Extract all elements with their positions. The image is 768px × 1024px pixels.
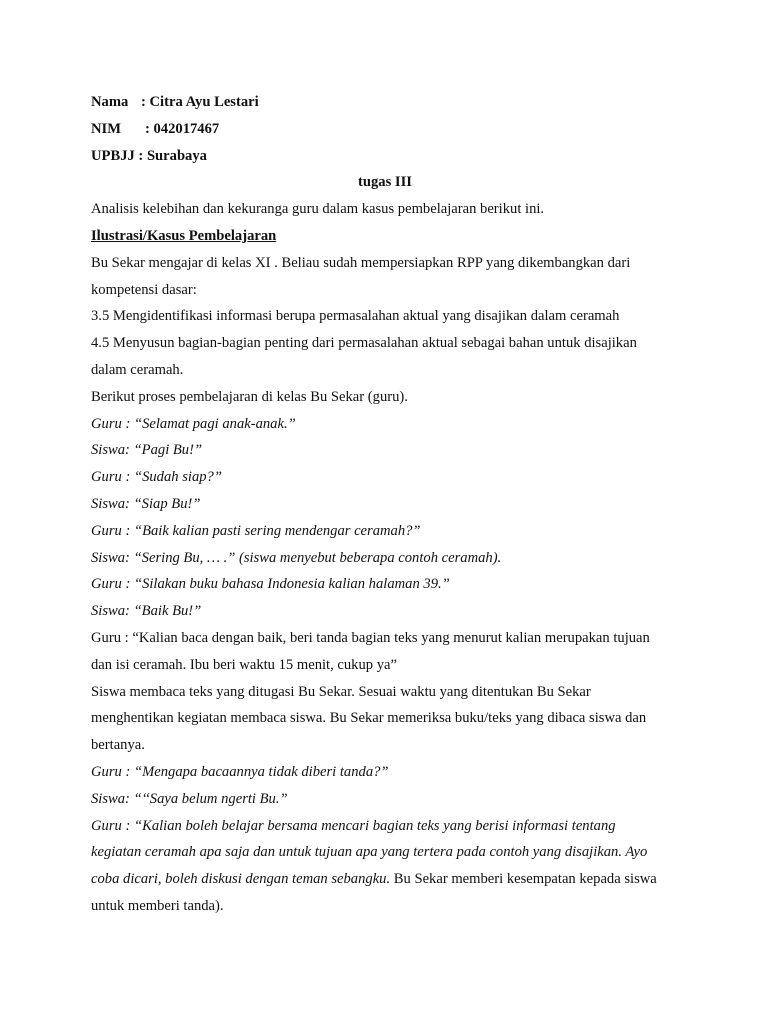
nim-line: [91, 116, 691, 143]
dialog-line: Siswa: “Siap Bu!”: [91, 495, 201, 512]
upbjj-line: UPBJJ : Surabaya: [91, 147, 207, 164]
paragraph-line: bertanya.: [91, 737, 145, 754]
dialog-line: [91, 866, 691, 893]
document-content: [91, 89, 691, 920]
document-title: tugas III: [358, 174, 412, 191]
paragraph-line: untuk memberi tanda).: [91, 897, 224, 914]
nim-label: NIM: [91, 120, 121, 137]
dialog-line: Siswa: “Pagi Bu!”: [91, 442, 203, 459]
paragraph-line: dalam ceramah.: [91, 361, 184, 378]
paragraph-line: menghentikan kegiatan membaca siswa. Bu Sekar memeriksa buku/teks yang dibaca siswa dan: [91, 710, 647, 727]
nama-value: : Citra Ayu Lestari: [141, 94, 259, 110]
paragraph-line: Siswa membaca teks yang ditugasi Bu Sekar. Sesuai waktu yang ditentukan Bu Sekar: [91, 683, 591, 700]
narration-part: Bu Sekar memberi kesempatan kepada siswa: [390, 871, 657, 888]
paragraph-line: Berikut proses pembelajaran di kelas Bu Sekar (guru).: [91, 388, 408, 405]
dialog-line: Siswa: “Sering Bu, … .” (siswa menyebut beberapa contoh ceramah).: [91, 549, 502, 566]
dialog-italic-part: coba dicari, boleh diskusi dengan teman sebangku.: [91, 871, 391, 888]
section-heading-text: Ilustrasi/Kasus Pembelajaran: [91, 227, 277, 244]
dialog-line: Siswa: “‘‘Saya belum ngerti Bu.”: [91, 790, 288, 807]
paragraph-line: Bu Sekar mengajar di kelas XI . Beliau sudah mempersiapkan RPP yang dikembangkan dari: [91, 254, 631, 271]
paragraph-line: 4.5 Menyusun bagian-bagian penting dari permasalahan aktual sebagai bahan untuk disajikan: [91, 335, 637, 352]
nama-label: Nama: [91, 94, 129, 110]
dialog-line: Guru : “Kalian baca dengan baik, beri tanda bagian teks yang menurut kalian merupakan tujuan: [91, 629, 650, 646]
dialog-line: dan isi ceramah. Ibu beri waktu 15 menit, cukup ya”: [91, 656, 397, 673]
paragraph-line: 3.5 Mengidentifikasi informasi berupa permasalahan aktual yang disajikan dalam ceramah: [91, 308, 620, 325]
section-heading: [91, 223, 691, 250]
dialog-line: Siswa: “Baik Bu!”: [91, 603, 202, 620]
dialog-line: Guru : “Kalian boleh belajar bersama mencari bagian teks yang berisi informasi tentang: [91, 817, 616, 834]
paragraph-line: kompetensi dasar:: [91, 281, 197, 298]
dialog-line: Guru : “Mengapa bacaannya tidak diberi tanda?”: [91, 763, 389, 780]
dialog-line: Guru : “Baik kalian pasti sering mendengar ceramah?”: [91, 522, 421, 539]
dialog-line: Guru : “Silakan buku bahasa Indonesia kalian halaman 39.”: [91, 576, 450, 593]
instruction-text: Analisis kelebihan dan kekuranga guru dalam kasus pembelajaran berikut ini.: [91, 201, 545, 218]
nim-value: : 042017467: [145, 120, 220, 137]
nama-line: [91, 89, 691, 116]
dialog-line: Guru : “Sudah siap?”: [91, 469, 222, 486]
dialog-line: kegiatan ceramah apa saja dan untuk tujuan apa yang tertera pada contoh yang disajikan. Ayo: [91, 844, 648, 861]
dialog-line: Guru : “Selamat pagi anak-anak.”: [91, 415, 296, 432]
